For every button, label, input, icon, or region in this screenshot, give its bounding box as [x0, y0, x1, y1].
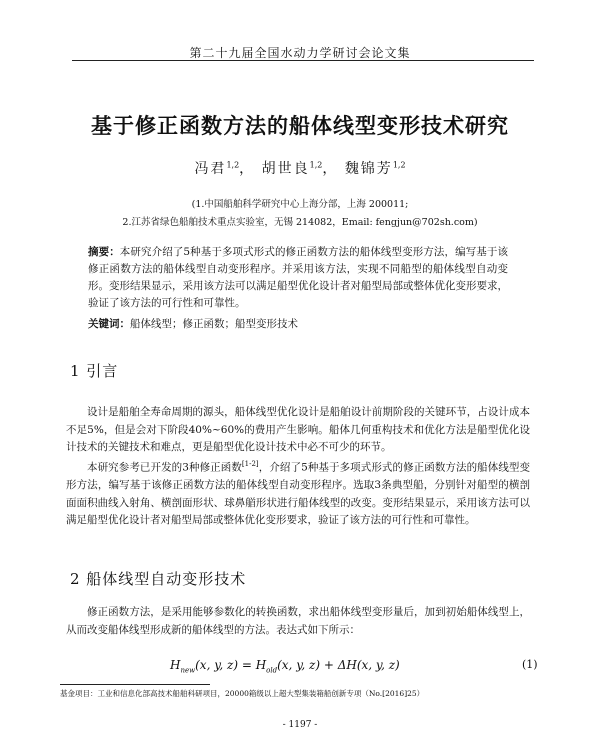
affiliation-1: (1.中国船舶科学研究中心上海分部，上海 200011; — [191, 199, 409, 210]
keywords-text: 船体线型；修正函数；船型变形技术 — [130, 318, 298, 330]
affiliation-2: 2.江苏省绿色船舶技术重点实验室，无锡 214082，Email: fengjun@702sh.com) — [122, 217, 478, 228]
author-name: 魏锦芳 — [344, 161, 393, 177]
author-affil-sup: 1,2 — [226, 160, 240, 170]
footnote: 基金项目：工业和信息化部高技术船舶科研项目，20000箱级以上超大型集装箱船创新专项（No.[2016]25） — [60, 689, 425, 698]
paper-title: 基于修正函数方法的船体线型变形技术研究 — [91, 113, 509, 138]
section-1-heading: 1 引言 — [70, 362, 119, 380]
section-1-paragraph-1: 设计是船舶全寿命周期的源头，船体线型优化设计是船舶设计前期阶段的关键环节，占设计成本不足5%，但是会对下阶段40%~60%的费用产生影响。船体几何重构技术和优化方法是船型优化设计技术的关键技术和难点，更是船型优化设计技术中必不可少的环节。 — [66, 406, 530, 453]
page-number: - 1197 - — [282, 720, 318, 730]
header-rule — [72, 60, 534, 61]
equation-number: (1) — [522, 658, 538, 671]
section-2-paragraph-1: 修正函数方法，是采用能够参数化的转换函数，求出船体线型变形量后，加到初始船体线型上，从而改变船体线型形成新的船体线型的方法。表达式如下所示： — [66, 606, 530, 636]
author-line — [0, 158, 600, 178]
section-1-paragraph-2 — [66, 456, 530, 530]
paragraph-text: 本研究参考已开发的3种修正函数 — [87, 461, 242, 474]
paragraph-text: ，介绍了5种基于多项式形式的修正函数方法的船体线型变形方法，编写基于该修正函数方法的船体线型自动变形程序。选取3条典型船，分别针对船型的横剖面面积曲线入射角、横剖面形状、球鼻艏形状进行船体线型的改变。变形结果显示，采用该方法可以满足船型优化设计者对船型局部或整体优化变形要求，验证了该方法的可行性和可靠性。 — [66, 461, 530, 526]
author-name: 冯君 — [194, 161, 227, 177]
equation: $H_{new}(x$, y, $z) = H_{old}(x$, y, z) + ΔH(x, y, z) — [170, 658, 400, 675]
keywords-label: 关键词： — [88, 318, 130, 330]
author-affil-sup: 1,2 — [309, 160, 323, 170]
author-name: 胡世良 — [261, 161, 310, 177]
author-sep: ， — [239, 161, 256, 177]
author-sep: ， — [322, 161, 339, 177]
section-2-heading: 2 船体线型自动变形技术 — [70, 570, 247, 588]
footnote-rule — [60, 684, 210, 685]
author-affil-sup: 1,2 — [392, 160, 406, 170]
subscript-old: old — [266, 666, 278, 675]
abstract-label: 摘要： — [88, 246, 120, 258]
abstract-text: 本研究介绍了5种基于多项式形式的修正函数方法的船体线型变形方法，编写基于该修正函数方法的船体线型自动变形程序。并采用该方法，实现不同船型的船体线型自动变形。变形结果显示，采用该方法可以满足船型优化设计者对船型局部或整体优化变形要求，验证了该方法的可行性和可靠性。 — [88, 246, 508, 309]
citation: [1-2] — [241, 460, 259, 468]
abstract — [88, 244, 508, 312]
keywords — [88, 316, 508, 331]
running-header: 第二十九届全国水动力学研讨会论文集 — [189, 46, 411, 60]
subscript-new: new — [180, 666, 196, 675]
